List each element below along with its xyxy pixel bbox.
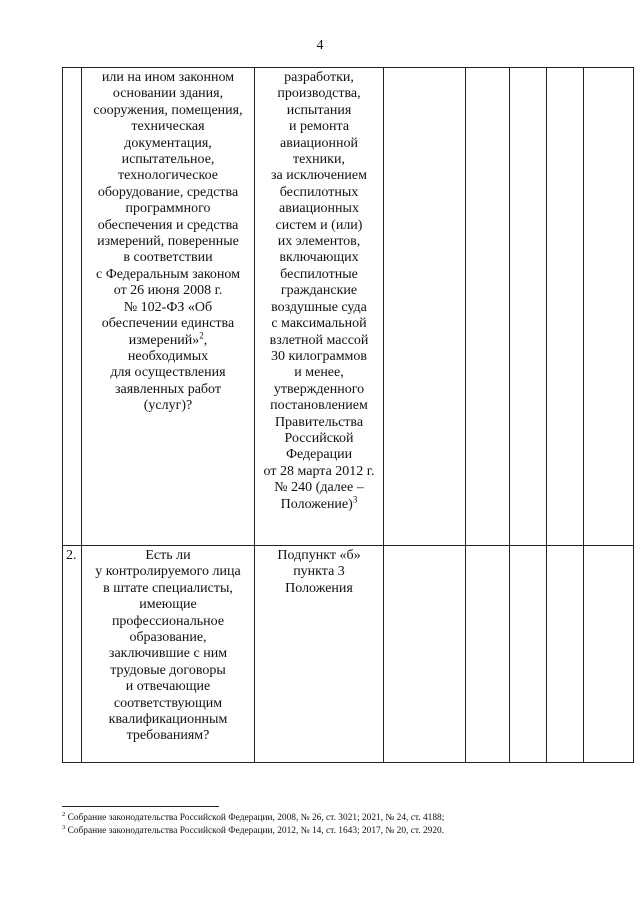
answer-cell-extra xyxy=(547,68,584,546)
question-text: или на ином законном основании здания, сооружения, помещения, техническая документация, испытательное, технологическое оборудование, средства программного обеспечения и средства измерений, поверенные в соответствии с Федеральным законом от 26 июня 2008 г. № 102-ФЗ «Об обеспечении единства измерений» xyxy=(93,70,243,348)
question-cell xyxy=(82,68,255,546)
notes-cell xyxy=(584,68,634,546)
row-number xyxy=(63,68,82,546)
footnote-mark: 3 xyxy=(62,823,66,831)
reference-text: Подпункт «б» пункта 3 Положения xyxy=(277,548,361,596)
footnote-divider xyxy=(62,806,219,807)
answer-cell-yes xyxy=(384,68,466,546)
answer-cell-no xyxy=(466,546,510,763)
footnote-mark: 2 xyxy=(62,810,66,818)
footnote-ref: 2 xyxy=(199,329,204,340)
reference-cell xyxy=(255,68,384,546)
row-number: 2. xyxy=(63,546,82,763)
page-number: 4 xyxy=(316,38,324,53)
footnote xyxy=(62,812,602,825)
answer-cell-extra xyxy=(547,546,584,763)
footnote xyxy=(62,825,602,838)
question-text: Есть ли у контролируемого лица в штате специалисты, имеющие профессиональное образование, заключившие с ним трудовые договоры и отвечающие соответствующим квалификационным требованиям? xyxy=(95,548,241,744)
answer-cell-na xyxy=(510,546,547,763)
footnote-ref: 3 xyxy=(352,493,358,504)
notes-cell xyxy=(584,546,634,763)
checklist-table xyxy=(62,67,634,763)
answer-cell-no xyxy=(466,68,510,546)
table-row xyxy=(63,546,634,763)
footnotes xyxy=(62,812,602,838)
question-text-tail: , необходимых для осуществления заявленных работ (услуг)? xyxy=(110,332,226,414)
footnote-text: Собрание законодательства Российской Федерации, 2012, № 14, ст. 1643; 2017, № 20, ст. 2920. xyxy=(65,826,445,836)
reference-text: разработки, производства, испытания и ремонта авиационной техники, за исключением беспилотных авиационных систем и (или) их элементов, включающих беспилотные гражданские воздушные суда с максимальной взлетной массой 30 килограммов и менее, утвержденного постановлением Правительства Российской Федерации от 28 марта 2012 г. № 240 (далее – Положение) xyxy=(263,70,375,512)
answer-cell-yes xyxy=(384,546,466,763)
table-row xyxy=(63,68,634,546)
question-cell xyxy=(82,546,255,763)
footnote-text: Собрание законодательства Российской Федерации, 2008, № 26, ст. 3021; 2021, № 24, ст. 4188; xyxy=(65,813,445,823)
answer-cell-na xyxy=(510,68,547,546)
reference-cell xyxy=(255,546,384,763)
